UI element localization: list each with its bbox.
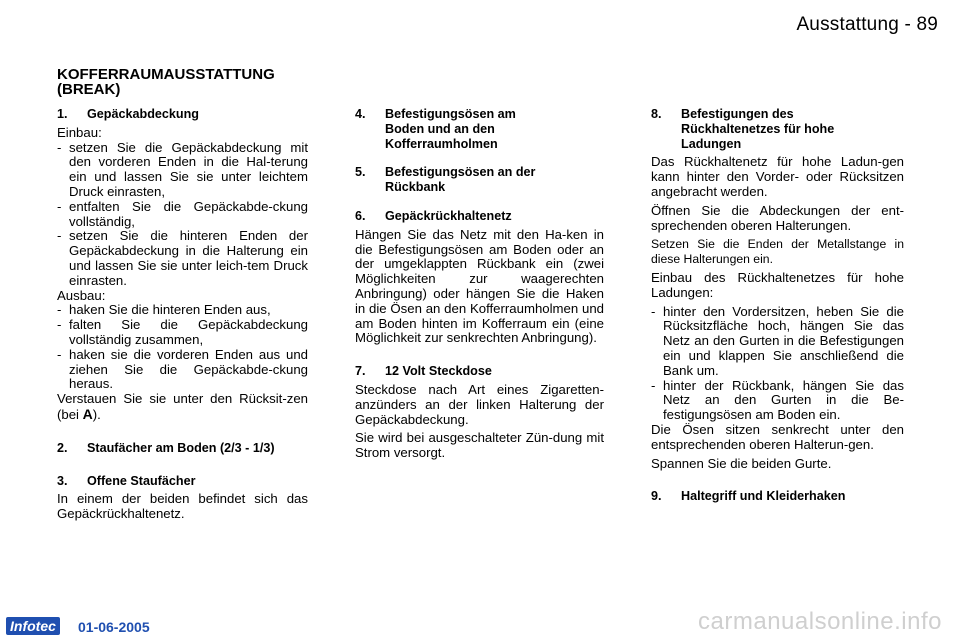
section-7-text-2: Sie wird bei ausgeschalteter Zün-dung mit Strom versorgt. (355, 430, 604, 461)
section-heading-8: 8. Befestigungen des Rückhaltenetzes für hohe Ladungen (651, 107, 835, 151)
section-8-text-6: Spannen Sie die beiden Gurte. (651, 455, 832, 471)
list-item: - setzen Sie die Gepäckabdeckung mit den vorderen Enden in die Hal-terung ein und lassen Sie sie unter leichtem Druck einrasten, (57, 139, 308, 199)
section-heading-6: 6. Gepäckrückhaltenetz (355, 208, 512, 223)
watermark: carmanualsonline.info (698, 608, 942, 635)
section-8-text-1: Das Rückhaltenetz für hohe Ladun-gen kann hinter den Vorder- oder Rücksitzen angebracht werden. (651, 154, 904, 199)
section-7-text-1: Steckdose nach Art eines Zigaretten-anzünders an der linken Halterung der Gepäckabdeckung. (355, 381, 604, 427)
page-header: Ausstattung - 89 (796, 14, 938, 35)
section-8-text-4: Einbau des Rückhaltenetzes für hohe Ladungen: (651, 269, 904, 300)
list-item: - falten Sie die Gepäckabdeckung vollständig zusammen, (57, 317, 308, 347)
section-heading-7: 7. 12 Volt Steckdose (355, 364, 492, 379)
section-6-text: Hängen Sie das Netz mit den Ha-ken in die Befestigungsösen am Boden oder an der umgeklappten Rückbank ein (zwei Möglichkeiten zur waagerechten Anbringung) oder hängen Sie die Haken in die Ösen an den Kofferraumholmen und am Boden hinten im Kofferraum ein (eine Möglichkeit zur senkrechten Anbringung). (355, 226, 604, 346)
einbau-label: Einbau: (57, 124, 102, 140)
footer-date: 01-06-2005 (78, 619, 150, 635)
section-heading-2: 2. Staufächer am Boden (2/3 - 1/3) (57, 440, 275, 455)
section-3-text: In einem der beiden befindet sich das Gepäckrückhaltenetz. (57, 491, 308, 522)
list-item: - entfalten Sie die Gepäckabde-ckung vollständig, (57, 198, 308, 229)
page-title (57, 67, 317, 97)
list-item: - hinter der Rückbank, hängen Sie das Netz an den Gurten in die Be-festigungsösen am Boden ein. (651, 377, 904, 423)
section-8-text-2: Öffnen Sie die Abdeckungen der ent-sprechenden oberen Halterungen. (651, 202, 904, 233)
section-title: Gepäckabdeckung (87, 107, 199, 121)
section-heading-9: 9. Haltegriff und Kleiderhaken (651, 489, 846, 504)
page-title-line2: (BREAK) (57, 81, 121, 98)
section-heading-5: 5. Befestigungsösen an der Rückbank (355, 165, 536, 195)
list-item: - hinter den Vordersitzen, heben Sie die Rücksitzfläche hoch, hängen Sie das Netz an den Gurten in die Befestigungen ein und klappen Sie anschließend die Bank um. (651, 303, 904, 378)
section-heading-4: 4. Befestigungsösen am Boden und an den Kofferraumholmen (355, 107, 516, 151)
column-3 (651, 107, 904, 504)
column-2 (355, 107, 604, 461)
reference-letter-a: A (82, 405, 93, 422)
list-item: - setzen Sie die hinteren Enden der Gepäckabdeckung in die Halterung ein und lassen Sie sie unter leich-tem Druck einrasten. (57, 228, 308, 288)
list-item: - haken sie die vorderen Enden aus und ziehen Sie die Gepäckabde-ckung heraus. (57, 346, 308, 392)
section-8-text-3: Setzen Sie die Enden der Metallstange in diese Halterungen ein. (651, 237, 904, 267)
section-heading-1 (57, 107, 308, 122)
column-1 (57, 107, 308, 522)
section-heading-3: 3. Offene Staufächer (57, 473, 196, 488)
section-8-text-5: Die Ösen sitzen senkrecht unter den entsprechenden oberen Halterun-gen. (651, 421, 904, 452)
page-title-line1: KOFFERRAUMAUSSTATTUNG (57, 66, 275, 83)
list-item: - haken Sie die hinteren Enden aus, (57, 302, 271, 318)
verstauen-text: Verstauen Sie sie unter den Rücksit-zen (bei A). (57, 391, 308, 422)
section-number: 1. (57, 107, 68, 121)
infotec-logo: Infotec (6, 617, 60, 635)
ausbau-label: Ausbau: (57, 287, 106, 303)
